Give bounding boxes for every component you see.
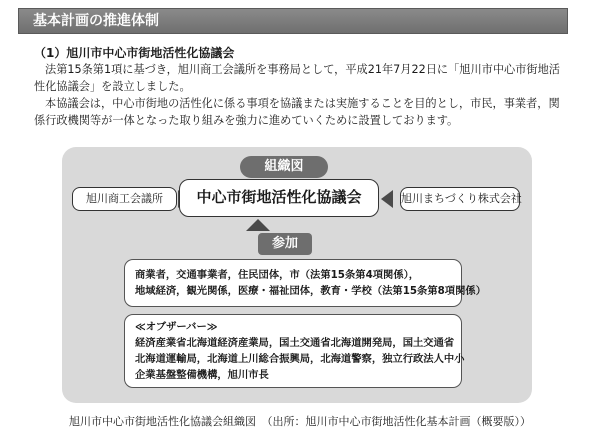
participants-line: 地域経済，観光関係，医療・福祉団体，教育・学校（法第15条第8項関係） (135, 285, 486, 297)
observers-line: 企業基盤整備機構，旭川市長 (135, 369, 269, 381)
participants-box (124, 259, 486, 307)
observers-line: 経済産業省北海道経済産業局，国土交通省北海道開発局，国土交通省 (135, 337, 455, 349)
arrow-left-icon (381, 190, 393, 208)
subsection-heading: （1）旭川市中心市街地活性化協議会 (34, 46, 235, 60)
machizukuri-company-box: 旭川まちづくり株式会社 (400, 187, 520, 211)
arrow-up-icon (246, 219, 270, 231)
council-box: 中心市街地活性化協議会 (179, 179, 379, 217)
participants-line: 商業者，交通事業者，住民団体，市（法第15条第4項関係）， (135, 269, 420, 281)
observers-box (124, 314, 465, 388)
paragraph-establishment: 法第15条第1項に基づき，旭川商工会議所を事務局として，平成21年7月22日に「旭川市中心市街地活性化協議会」を設立しました。 (34, 63, 560, 93)
observers-title: ≪オブザーバー≫ (135, 321, 218, 333)
section-title: 基本計画の推進体制 (33, 13, 159, 29)
participate-label: 参加 (258, 233, 312, 255)
org-chart-label: 組織図 (240, 156, 328, 178)
figure-caption: 旭川市中心市街地活性化協議会組織図 （出所：旭川市中心市街地活性化基本計画（概要版）） (69, 415, 531, 428)
chamber-of-commerce-box: 旭川商工会議所 (72, 187, 177, 211)
section-header-bar (18, 8, 568, 34)
paragraph-purpose: 本協議会は，中心市街地の活性化に係る事項を協議または実施することを目的とし，市民，事業者，関係行政機関等が一体となった取り組みを強力に進めていくために設置しております。 (34, 97, 560, 127)
observers-line: 北海道運輸局，北海道上川総合振興局，北海道警察，独立行政法人中小 (135, 353, 465, 365)
